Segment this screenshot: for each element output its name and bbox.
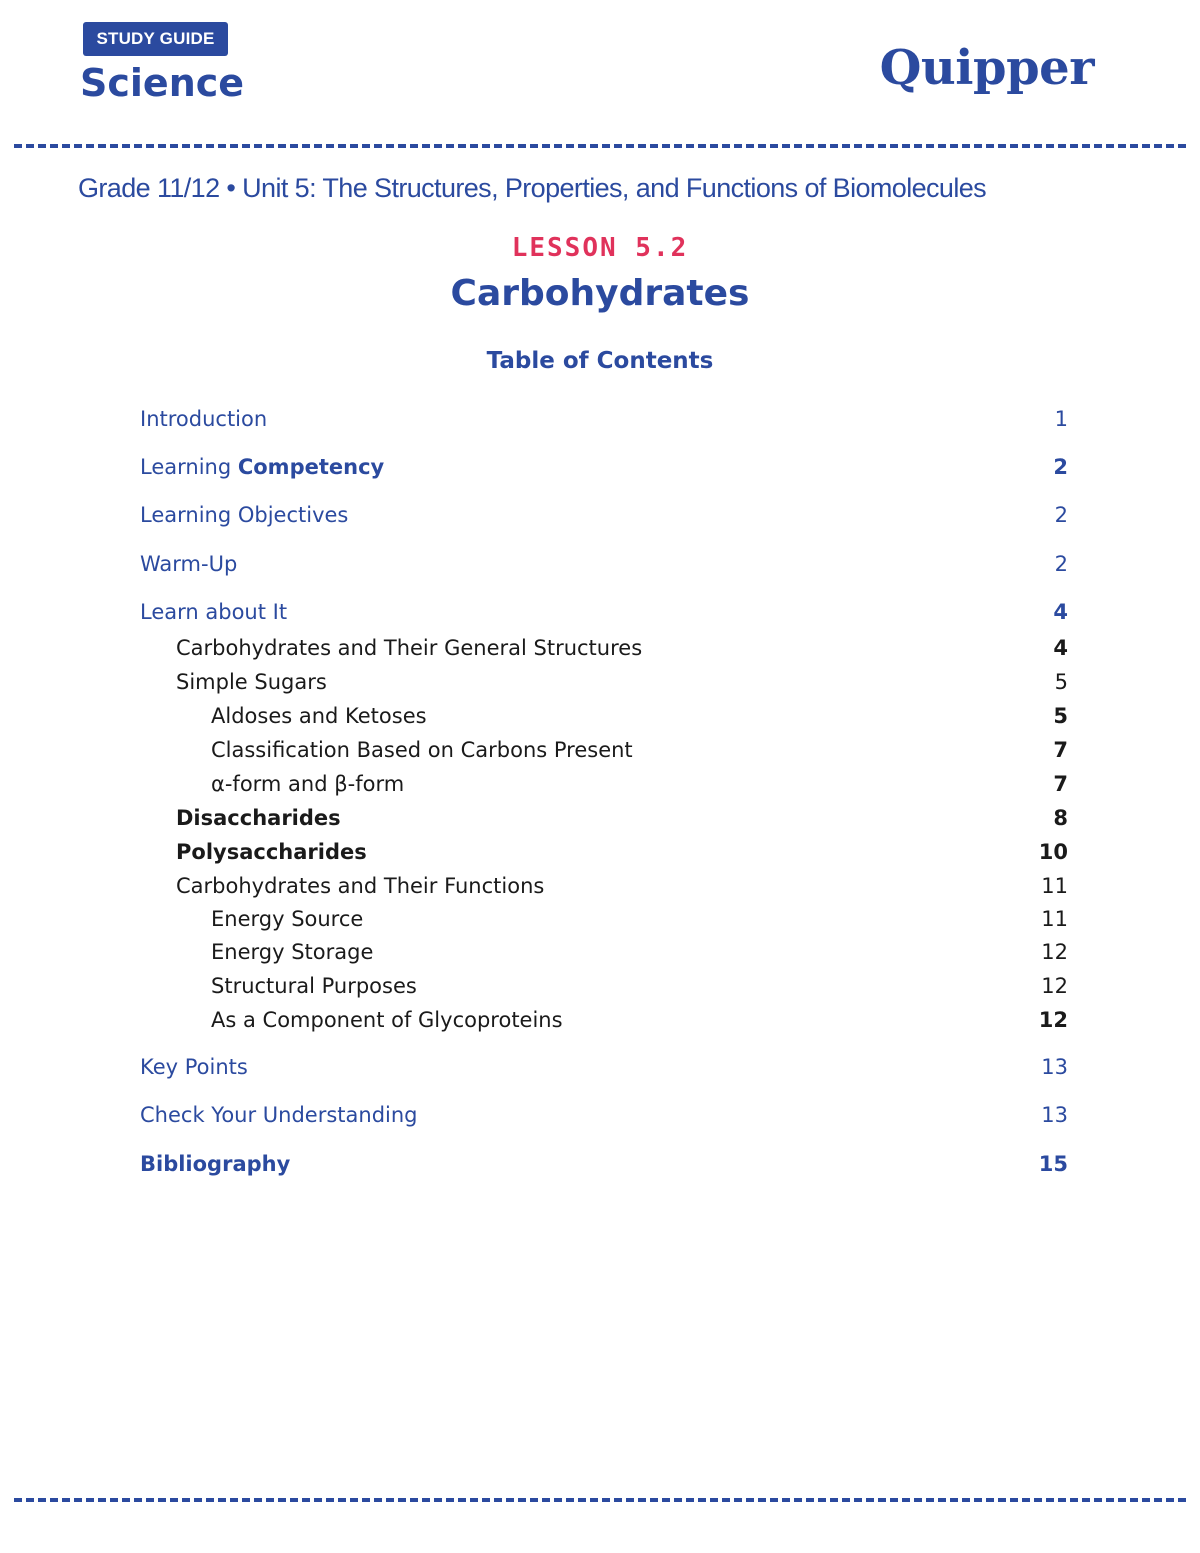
toc-entry-page: 15 (1038, 1152, 1068, 1176)
toc-entry-page: 13 (1041, 1055, 1068, 1079)
unit-breadcrumb: Grade 11/12 • Unit 5: The Structures, Properties, and Functions of Biomolecules (78, 173, 987, 203)
toc-entry-general-structures[interactable] (0, 632, 1200, 664)
toc-entry-label: Polysaccharides (176, 840, 367, 864)
toc-entry-page: 11 (1041, 874, 1068, 898)
toc-entry-energy-storage[interactable] (0, 936, 1200, 968)
toc-entry-label: Carbohydrates and Their Functions (176, 874, 545, 898)
toc-entry-label-part-bold: Competency (237, 455, 385, 479)
toc-entry-label: Carbohydrates and Their General Structures (176, 636, 643, 660)
toc-entry-key-points[interactable] (0, 1051, 1200, 1083)
toc-entry-page: 7 (1053, 772, 1068, 796)
toc-entry-label: Structural Purposes (211, 974, 417, 998)
toc-entry-learning-objectives[interactable] (0, 499, 1200, 531)
toc-entry-label: Disaccharides (176, 806, 341, 830)
toc-entry-page: 5 (1054, 670, 1068, 694)
toc-entry-page: 8 (1053, 806, 1068, 830)
subject-title: Science (80, 61, 245, 105)
toc-entry-introduction[interactable] (0, 403, 1200, 435)
toc-entry-label (140, 451, 384, 483)
toc-entry-label: Energy Storage (211, 940, 374, 964)
toc-entry-label: Learn about It (140, 600, 288, 624)
toc-entry-glycoproteins[interactable] (0, 1004, 1200, 1036)
toc-entry-page: 4 (1053, 636, 1068, 660)
toc-entry-learning-competency[interactable] (0, 451, 1200, 483)
toc-entry-page: 2 (1054, 503, 1068, 527)
toc-entry-page: 1 (1054, 407, 1068, 431)
toc-entry-label: Simple Sugars (176, 670, 327, 694)
toc-entry-label: Key Points (140, 1055, 248, 1079)
toc-entry-alpha-beta-form[interactable] (0, 768, 1200, 800)
toc-entry-page: 2 (1053, 455, 1068, 479)
lesson-title: Carbohydrates (450, 273, 750, 314)
toc-entry-bibliography[interactable] (0, 1148, 1200, 1180)
toc-entry-page: 4 (1053, 600, 1068, 624)
toc-entry-page: 12 (1041, 940, 1068, 964)
toc-entry-warm-up[interactable] (0, 548, 1200, 580)
toc-entry-label: Introduction (140, 407, 268, 431)
toc-entry-learn-about-it[interactable] (0, 596, 1200, 628)
toc-entry-simple-sugars[interactable] (0, 666, 1200, 698)
toc-entry-label: α-form and β-form (211, 772, 405, 796)
toc-entry-page: 12 (1038, 1008, 1068, 1032)
toc-entry-energy-source[interactable] (0, 903, 1200, 935)
toc-entry-label: Check Your Understanding (140, 1103, 418, 1127)
toc-entry-classification-carbons[interactable] (0, 734, 1200, 766)
toc-heading: Table of Contents (486, 348, 714, 374)
toc-entry-page: 7 (1053, 738, 1068, 762)
toc-entry-disaccharides[interactable] (0, 802, 1200, 834)
toc-entry-label: Aldoses and Ketoses (211, 704, 427, 728)
toc-entry-page: 2 (1054, 552, 1068, 576)
toc-entry-page: 10 (1038, 840, 1068, 864)
bottom-divider (14, 1498, 1186, 1502)
lesson-number: LESSON 5.2 (511, 233, 689, 263)
toc-entry-label-part: Learning (140, 455, 238, 479)
toc-entry-carbohydrate-functions[interactable] (0, 870, 1200, 902)
toc-entry-aldoses-ketoses[interactable] (0, 700, 1200, 732)
toc-entry-label: Energy Source (211, 907, 364, 931)
toc-entry-page: 11 (1041, 907, 1068, 931)
toc-entry-check-your-understanding[interactable] (0, 1099, 1200, 1131)
study-guide-badge: STUDY GUIDE (83, 22, 228, 56)
toc-entry-page: 12 (1041, 974, 1068, 998)
toc-entry-label: As a Component of Glycoproteins (211, 1008, 563, 1032)
toc-entry-label: Bibliography (140, 1152, 291, 1176)
toc-entry-page: 13 (1041, 1103, 1068, 1127)
toc-entry-label: Classification Based on Carbons Present (211, 738, 633, 762)
toc-entry-structural-purposes[interactable] (0, 970, 1200, 1002)
toc-entry-label: Learning Objectives (140, 503, 349, 527)
top-divider (14, 144, 1186, 148)
toc-entry-polysaccharides[interactable] (0, 836, 1200, 868)
quipper-logo: Quipper (879, 40, 1094, 96)
toc-entry-page: 5 (1053, 704, 1068, 728)
toc-entry-label: Warm-Up (140, 552, 238, 576)
